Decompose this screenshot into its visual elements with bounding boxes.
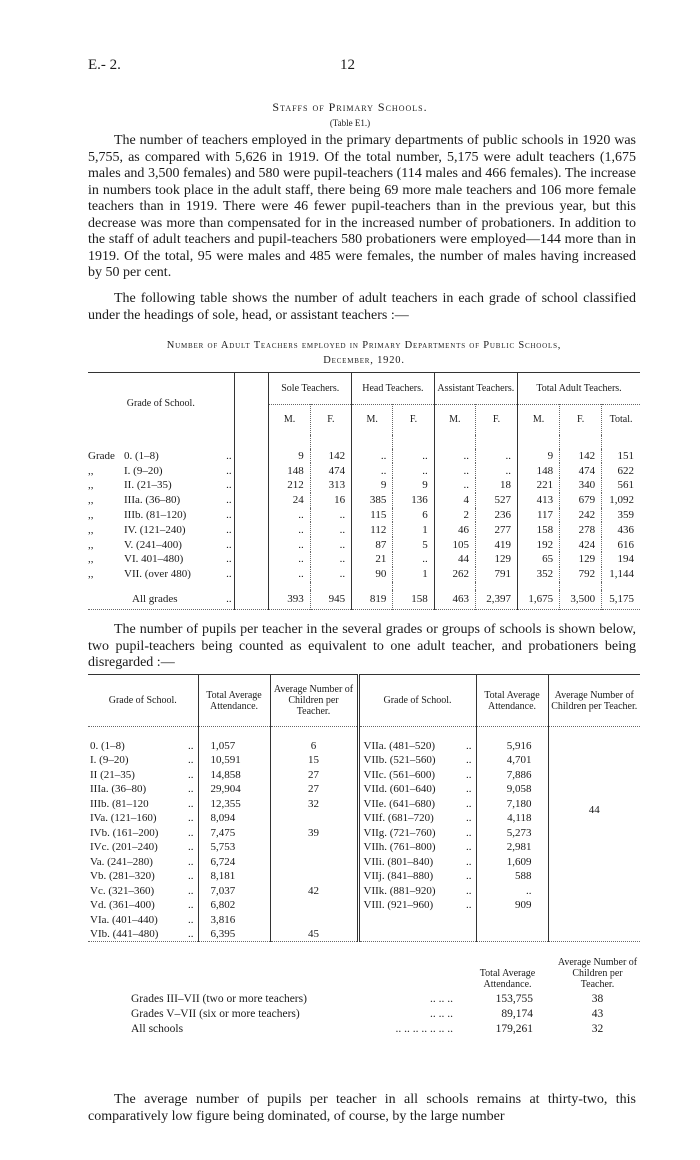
leader-dots: ..: [226, 523, 232, 536]
attendance-cell: 909: [476, 898, 548, 913]
table-cell: ..: [476, 463, 518, 478]
table-cell: 9: [269, 449, 310, 464]
table-cell: 115: [352, 508, 393, 523]
attendance-cell: 9,058: [476, 782, 548, 797]
average-cell: 27: [270, 782, 358, 797]
sole-f-header: F.: [310, 405, 351, 435]
table-cell: 1: [393, 522, 434, 537]
table-cell: 151: [602, 449, 640, 464]
summary-row: [130, 991, 640, 1006]
head-teachers-header: Head Teachers.: [352, 373, 435, 405]
average-cell: [270, 811, 358, 826]
table-cell: 117: [518, 508, 560, 523]
paragraph-table-intro: [88, 291, 636, 324]
summary-attendance: 89,174: [501, 1007, 533, 1020]
table-cell: 148: [269, 463, 310, 478]
grade-prefix: ,,: [88, 568, 94, 581]
table-cell: ..: [269, 537, 310, 552]
leader-dots: ..: [188, 812, 194, 825]
table-row: [88, 522, 640, 537]
caption-line: December, 1920.: [323, 355, 405, 366]
average-cell: 42: [270, 884, 358, 899]
table-cell: 158: [393, 590, 434, 610]
leader-dots: ..: [466, 812, 472, 825]
grade-prefix: ,,: [88, 464, 94, 477]
leader-dots: .. .. .. .. .. .. ..: [395, 1022, 453, 1035]
grade-prefix: ,,: [88, 509, 94, 522]
sole-teachers-header: Sole Teachers.: [269, 373, 352, 405]
table-cell: ..: [269, 522, 310, 537]
table-total-row: [88, 590, 640, 610]
grade-label: IVb. (161–200): [90, 826, 159, 839]
table-cell: 4: [434, 493, 475, 508]
leader-dots: .. .. ..: [430, 1007, 453, 1020]
table-cell: ..: [393, 463, 434, 478]
paragraph-staff-numbers: [88, 133, 636, 282]
leader-dots: ..: [188, 739, 194, 752]
leader-dots: ..: [188, 841, 194, 854]
average-cell: 32: [270, 797, 358, 812]
paragraph-text: The following table shows the number of adult teachers in each grade of school classified under the headings of sole, head, or assistant teachers :—: [88, 291, 636, 323]
summary-label: Grades III–VII (two or more teachers): [131, 992, 307, 1005]
grade-label: VIIb. (521–560): [363, 754, 436, 767]
attendance-cell: 6,724: [198, 855, 270, 870]
sole-m-header: M.: [269, 405, 310, 435]
grade-label: II. (21–35): [124, 479, 172, 492]
summary-attendance: 153,755: [495, 992, 533, 1005]
table-cell: 9: [518, 449, 560, 464]
col-header-attendance: Total Average Attendance.: [198, 675, 270, 727]
table-cell: 616: [602, 537, 640, 552]
table-cell: 2: [434, 508, 475, 523]
attendance-cell: 7,180: [476, 797, 548, 812]
leader-dots: ..: [188, 783, 194, 796]
leader-dots: ..: [188, 928, 194, 940]
leader-dots: ..: [226, 449, 232, 462]
table-cell: 9: [352, 478, 393, 493]
attendance-cell: 7,886: [476, 768, 548, 783]
table-cell: 9: [393, 478, 434, 493]
summary-label: Grades V–VII (six or more teachers): [131, 1007, 300, 1020]
paragraph-text: The number of teachers employed in the primary departments of public schools in 1920 was 5,755, as compared with 5,626 in 1919. Of the total number, 5,175 were adult teachers (1,675 males and 3,500 females) and 580 were pupil-teachers (114 males and 466 females). The increase in numbers took place in the adult staff, there being 69 more male teachers and 106 more female teachers than in 1919. There were 46 fewer pupil-teachers than in the previous year, but this decrease was more than compensated for in the increased number of probationers. In addition to the staff of adult teachers and pupil-teachers 580 probationers were employed—144 more than in 1919. Of the total, 95 were males and 485 were females, the number of males having increased by 50 per cent.: [88, 133, 636, 280]
grade-label: 0. (1–8): [124, 449, 159, 462]
grade-label: VIIh. (761–800): [363, 841, 436, 854]
grade-label: VIIj. (841–880): [363, 870, 434, 883]
table-row: [88, 567, 640, 582]
attendance-cell: 588: [476, 869, 548, 884]
table-cell: ..: [434, 449, 475, 464]
leader-dots: ..: [188, 870, 194, 883]
table-cell: 6: [393, 508, 434, 523]
table-cell: ..: [352, 449, 393, 464]
total-label: All grades: [132, 593, 178, 606]
table-cell: 44: [434, 552, 475, 567]
attendance-cell: 2,981: [476, 840, 548, 855]
grade-prefix: ,,: [88, 494, 94, 507]
table-cell: ..: [393, 552, 434, 567]
grade-label: VI. 401–480): [124, 553, 184, 566]
head-f-header: F.: [393, 405, 434, 435]
grade-label: VIIa. (481–520): [363, 739, 435, 752]
page-number: 12: [340, 57, 355, 73]
leader-dots: ..: [188, 754, 194, 767]
table-cell: 1,675: [518, 590, 560, 610]
table-cell: 791: [476, 567, 518, 582]
leader-dots: ..: [466, 754, 472, 767]
table-cell: ..: [269, 508, 310, 523]
grade-label: IVc. (201–240): [90, 841, 158, 854]
leader-dots: ..: [188, 797, 194, 810]
grade-label: II (21–35): [90, 768, 135, 781]
table-cell: 945: [310, 590, 351, 610]
table-cell: 18: [476, 478, 518, 493]
table-cell: 112: [352, 522, 393, 537]
attendance-cell: 5,916: [476, 739, 548, 754]
leader-dots: ..: [466, 783, 472, 796]
leader-dots: ..: [466, 826, 472, 839]
attendance-cell: 1,057: [198, 739, 270, 754]
paragraph-text: The number of pupils per teacher in the several grades or groups of schools is shown below, two pupil-teachers being counted as equivalent to one adult teacher, and probationers being disregarded :—: [88, 622, 636, 670]
table-cell: ..: [393, 449, 434, 464]
table-cell: 1,092: [602, 493, 640, 508]
attendance-cell: 8,094: [198, 811, 270, 826]
summary-average: 32: [591, 1022, 604, 1035]
table-row: [88, 537, 640, 552]
table-cell: ..: [476, 449, 518, 464]
grade-prefix: ,,: [88, 553, 94, 566]
head-m-header: M.: [352, 405, 393, 435]
table-cell: 385: [352, 493, 393, 508]
grade-label: IIIa. (36–80): [90, 783, 147, 796]
leader-dots: ..: [188, 855, 194, 868]
grade-label: VIIl. (921–960): [363, 899, 434, 912]
leader-dots: ..: [466, 899, 472, 912]
leader-dots: ..: [188, 884, 194, 897]
table-cell: 393: [269, 590, 310, 610]
grade-label: IV. (121–240): [124, 523, 186, 536]
col-header-average-right: Average Number of Children per Teacher.: [548, 675, 640, 727]
grade-label: VIIi. (801–840): [363, 855, 434, 868]
table-cell: 3,500: [560, 590, 602, 610]
pupils-per-teacher-table: [88, 674, 640, 946]
leader-dots: ..: [188, 826, 194, 839]
grade-label: Vb. (281–320): [90, 870, 155, 883]
table-cell: 16: [310, 493, 351, 508]
leader-dots: ..: [466, 768, 472, 781]
leader-dots: ..: [466, 797, 472, 810]
average-cell: [270, 898, 358, 913]
table-cell: 474: [310, 463, 351, 478]
grade-label: VIb. (441–480): [90, 928, 159, 940]
total-m-header: M.: [518, 405, 560, 435]
table-cell: 792: [560, 567, 602, 582]
table-row: [88, 463, 640, 478]
table-cell: 352: [518, 567, 560, 582]
summary-label: All schools: [131, 1022, 184, 1035]
grade-label: IIIb. (81–120): [124, 509, 187, 522]
total-adult-teachers-header: Total Adult Teachers.: [518, 373, 640, 405]
table-cell: 129: [560, 552, 602, 567]
average-cell: [270, 913, 358, 928]
summary-average: 38: [591, 992, 604, 1005]
attendance-cell: 1,609: [476, 855, 548, 870]
grade-label: VIIk. (881–920): [363, 884, 436, 897]
col-header-attendance-right: Total Average Attendance.: [476, 675, 548, 727]
table-cell: 194: [602, 552, 640, 567]
average-cell: [270, 840, 358, 855]
grade-label: VIId. (601–640): [363, 783, 436, 796]
leader-dots: ..: [188, 899, 194, 912]
table-cell: 158: [518, 522, 560, 537]
table-cell: 340: [560, 478, 602, 493]
table-cell: 277: [476, 522, 518, 537]
attendance-cell: 29,904: [198, 782, 270, 797]
section-subtitle: (Table E1.): [329, 118, 371, 128]
paragraph-average-pupils: [88, 1092, 636, 1125]
leader-dots: ..: [226, 494, 232, 507]
table-cell: 436: [602, 522, 640, 537]
grade-label: VIIg. (721–760): [363, 826, 436, 839]
table-cell: 313: [310, 478, 351, 493]
table-cell: 819: [352, 590, 393, 610]
leader-dots: ..: [226, 568, 232, 581]
table-cell: 527: [476, 493, 518, 508]
average-cell: 39: [270, 826, 358, 841]
table-cell: 129: [476, 552, 518, 567]
attendance-cell: ..: [476, 884, 548, 899]
paragraph-text: The average number of pupils per teacher in all schools remains at thirty-two, this comparatively low figure being dominated, of course, by the large number: [88, 1092, 636, 1124]
grade-header: Grade of School.: [126, 398, 195, 410]
table-cell: 262: [434, 567, 475, 582]
grade-label: V. (241–400): [124, 538, 182, 551]
table-cell: 221: [518, 478, 560, 493]
table-row: [88, 478, 640, 493]
grade-prefix: Grade: [88, 449, 115, 462]
table-cell: 212: [269, 478, 310, 493]
paragraph-pupils-intro: [88, 622, 636, 672]
table-cell: 192: [518, 537, 560, 552]
table-row: [88, 493, 640, 508]
assistant-f-header: F.: [476, 405, 518, 435]
summary-row: [130, 1006, 640, 1021]
grade-label: Vc. (321–360): [90, 884, 155, 897]
assistant-teachers-header: Assistant Teachers.: [434, 373, 517, 405]
leader-dots: ..: [466, 884, 472, 897]
table-cell: 463: [434, 590, 475, 610]
table-cell: ..: [310, 537, 351, 552]
leader-dots: ..: [226, 464, 232, 477]
assistant-m-header: M.: [434, 405, 475, 435]
average-cell: 45: [270, 927, 358, 942]
table-cell: 1,144: [602, 567, 640, 582]
grade-label: Va. (241–280): [90, 855, 153, 868]
table-cell: 419: [476, 537, 518, 552]
grade-label: IIIb. (81–120: [90, 797, 149, 810]
leader-dots: ..: [466, 855, 472, 868]
total-f-header: F.: [560, 405, 602, 435]
table-cell: ..: [434, 463, 475, 478]
attendance-cell: 7,475: [198, 826, 270, 841]
grade-label: Vd. (361–400): [90, 899, 155, 912]
average-cell: 6: [270, 739, 358, 754]
grade-prefix: ,,: [88, 479, 94, 492]
table-cell: 242: [560, 508, 602, 523]
attendance-cell: 6,395: [198, 927, 270, 942]
adult-teachers-table: [88, 372, 640, 614]
average-cell: [270, 855, 358, 870]
attendance-cell: 6,802: [198, 898, 270, 913]
table-cell: 474: [560, 463, 602, 478]
table1-caption: [88, 338, 640, 368]
grade-label: VII. (over 480): [124, 568, 191, 581]
table-cell: ..: [310, 522, 351, 537]
grade-label: VIIc. (561–600): [363, 768, 435, 781]
table-cell: 359: [602, 508, 640, 523]
table-cell: ..: [434, 478, 475, 493]
grade-label: I. (9–20): [124, 464, 163, 477]
total-total-header: Total.: [602, 405, 640, 435]
attendance-cell: 10,591: [198, 753, 270, 768]
table-cell: 2,397: [476, 590, 518, 610]
table-cell: 87: [352, 537, 393, 552]
table-cell: 90: [352, 567, 393, 582]
section-title: Staffs of Primary Schools.: [272, 100, 428, 114]
average-cell: 15: [270, 753, 358, 768]
table-cell: 24: [269, 493, 310, 508]
summary-table: [130, 955, 640, 1036]
table-cell: 236: [476, 508, 518, 523]
grade-label: VIIf. (681–720): [363, 812, 434, 825]
table-cell: 46: [434, 522, 475, 537]
table-cell: 136: [393, 493, 434, 508]
table-cell: 65: [518, 552, 560, 567]
attendance-cell: 5,273: [476, 826, 548, 841]
leader-dots: ..: [226, 509, 232, 522]
leader-dots: ..: [226, 553, 232, 566]
table-cell: ..: [310, 567, 351, 582]
attendance-cell: 14,858: [198, 768, 270, 783]
table-cell: ..: [310, 508, 351, 523]
average-cell: 27: [270, 768, 358, 783]
grade-label: VIIe. (641–680): [363, 797, 435, 810]
leader-dots: ..: [466, 739, 472, 752]
grade-label: VIa. (401–440): [90, 913, 158, 926]
table-cell: ..: [269, 552, 310, 567]
attendance-cell: 5,753: [198, 840, 270, 855]
summary-row: [130, 1021, 640, 1036]
table-row: [88, 508, 640, 523]
grade-label: IVa. (121–160): [90, 812, 157, 825]
table-cell: 142: [560, 449, 602, 464]
attendance-cell: 12,355: [198, 797, 270, 812]
grade-label: I. (9–20): [90, 754, 129, 767]
table-cell: ..: [269, 567, 310, 582]
grade-prefix: ,,: [88, 523, 94, 536]
grade-label: 0. (1–8): [90, 739, 125, 752]
attendance-cell: 4,118: [476, 811, 548, 826]
table-cell: 142: [310, 449, 351, 464]
col-header-average: Average Number of Children per Teacher.: [270, 675, 358, 727]
col-header-grade: Grade of School.: [108, 695, 177, 706]
average-cell: [270, 869, 358, 884]
col-header-grade-right: Grade of School.: [358, 675, 476, 727]
table-cell: ..: [352, 463, 393, 478]
table-cell: ..: [310, 552, 351, 567]
average-cell-grouped: 44: [548, 739, 640, 942]
table-row: [88, 739, 640, 754]
leader-dots: ..: [226, 538, 232, 551]
table-cell: 679: [560, 493, 602, 508]
attendance-cell: 7,037: [198, 884, 270, 899]
table-cell: 5: [393, 537, 434, 552]
leader-dots: ..: [466, 870, 472, 883]
table-cell: 1: [393, 567, 434, 582]
table-row: [88, 552, 640, 567]
leader-dots: ..: [226, 593, 232, 606]
table-cell: 21: [352, 552, 393, 567]
leader-dots: ..: [188, 768, 194, 781]
attendance-cell: 4,701: [476, 753, 548, 768]
table-cell: 5,175: [602, 590, 640, 610]
table-cell: 622: [602, 463, 640, 478]
table-cell: 413: [518, 493, 560, 508]
leader-dots: .. .. ..: [430, 992, 453, 1005]
attendance-cell: 8,181: [198, 869, 270, 884]
attendance-cell: 3,816: [198, 913, 270, 928]
leader-dots: ..: [188, 913, 194, 926]
table-cell: 561: [602, 478, 640, 493]
table-cell: 148: [518, 463, 560, 478]
leader-dots: ..: [466, 841, 472, 854]
summary-header-attendance: Total Average Attendance.: [479, 968, 536, 990]
grade-prefix: ,,: [88, 538, 94, 551]
table-row: [88, 449, 640, 464]
table-cell: 424: [560, 537, 602, 552]
table-cell: 278: [560, 522, 602, 537]
page-ref: E.- 2.: [88, 57, 121, 73]
caption-line: Number of Adult Teachers employed in Primary Departments of Public Schools,: [166, 340, 562, 351]
leader-dots: ..: [226, 479, 232, 492]
summary-header-average: Average Number of Children per Teacher.: [557, 957, 638, 990]
grade-label: IIIa. (36–80): [124, 494, 181, 507]
table-cell: 105: [434, 537, 475, 552]
summary-attendance: 179,261: [495, 1022, 533, 1035]
summary-average: 43: [591, 1007, 604, 1020]
